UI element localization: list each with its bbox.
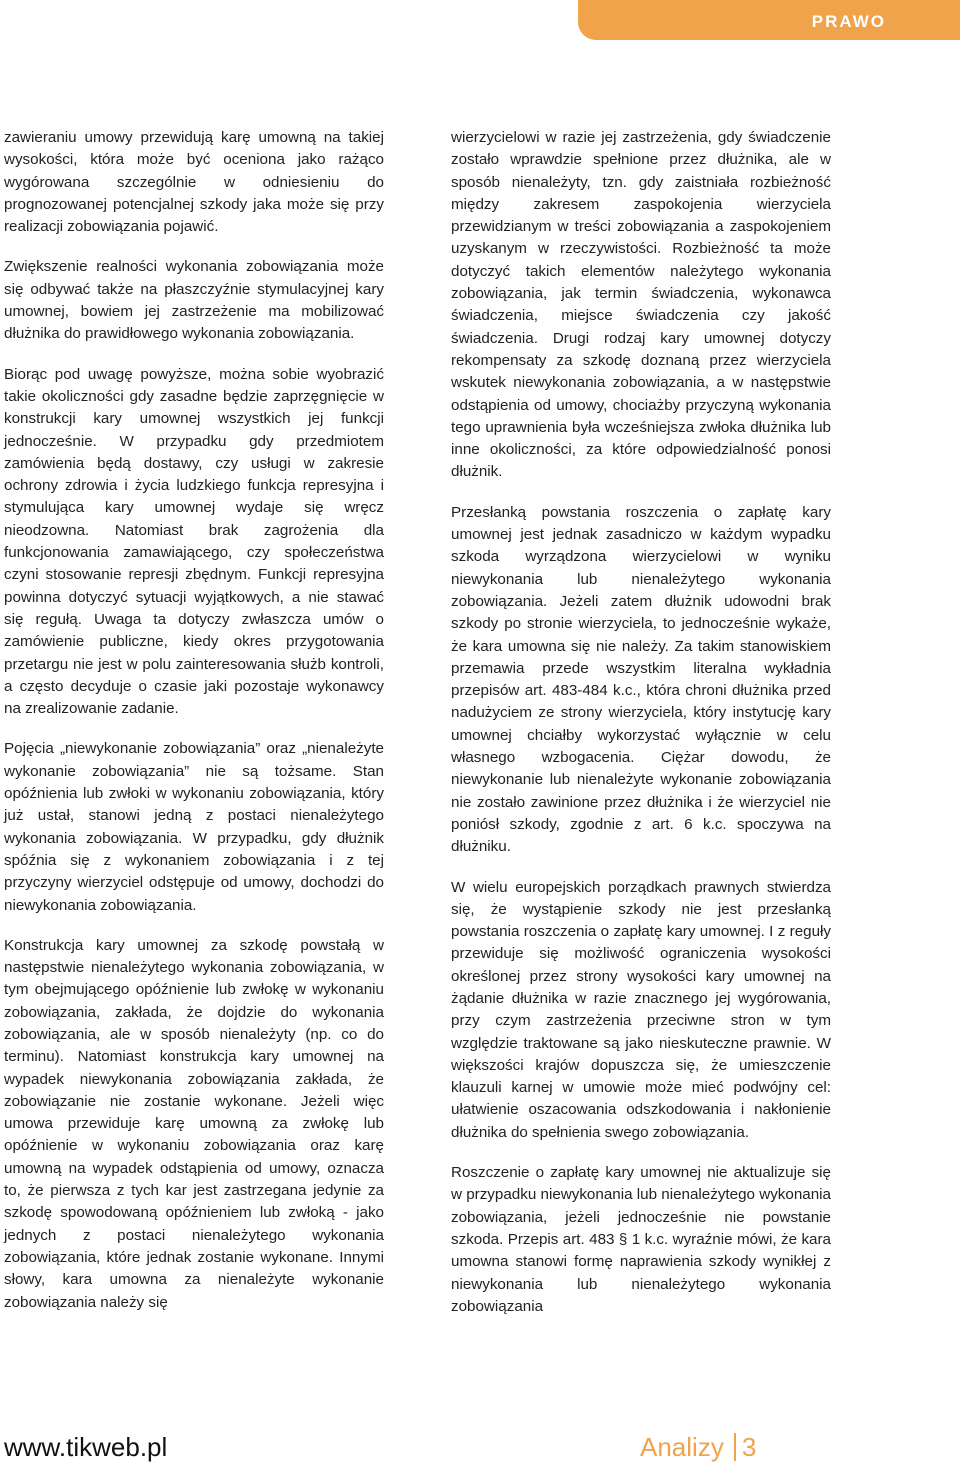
paragraph: Zwiększenie realności wykonania zobowiązania może się odbywać także na płaszczyźnie stymulacyjnej kary umownej, bowiem jej zastrzeżenie ma mobilizować dłużnika do prawidłowego wykonania zobowiązania. [4, 258, 384, 343]
section-tab-label: PRAWO [811, 12, 886, 31]
paragraph: zawieraniu umowy przewidują karę umowną na takiej wysokości, która może być oceniona jako rażąco wygórowana szczególnie w odniesieniu do prognozowanej potencjalnej szkody jaka może się przy realizacji zobowiązania pojawić. [4, 129, 384, 236]
paragraph: Biorąc pod uwagę powyższe, można sobie wyobrazić takie okoliczności gdy zasadne będzie zaprzęgnięcie w konstrukcji kary umownej wszystkich jej funkcji jednocześnie. W przypadku gdy przedmiotem zamówienia będą dostawy, czy usługi w zakresie ochrony zdrowia i życia ludzkiego funkcja represyjna i stymulująca kary umownej wydaje się wręcz nieodzowna. Natomiast brak zagrożenia dla funkcjonowania zamawiającego, czy społeczeństwa czyni stosowanie represji zbędnym. Funkcji represyjna powinna dotyczyć sytuacji wyjątkowych, a nie stawać się regułą. Uwaga ta dotyczy zwłaszcza umów o zamówienie publiczne, kiedy okres przygotowania przetargu nie jest w polu zainteresowania służb kontroli, a często decyduje o czasie jaki pozostaje wykonawcy na zrealizowanie zadanie. [4, 365, 384, 718]
footer-section-label: Analizy [640, 1432, 724, 1462]
paragraph: Konstrukcja kary umownej za szkodę powstałą w następstwie nienależytego wykonania zobowiązania, w tym obejmującego opóźnienie lub zwłokę w wykonaniu zobowiązania, zakłada, że dojdzie do wykonania zobowiązania, ale w sposób nienależyty (np. co do terminu). Natomiast konstrukcja kary umownej na wypadek niewykonania zobowiązania zakłada, że zobowiązanie nie zostanie wykonane. Jeżeli więc umowa przewiduje karę umowną za zwłokę lub opóźnienie w wykonaniu zobowiązania oraz karę umowną na wypadek odstąpienia od umowy, oznacza to, że pierwsza z tych kar jest zastrzegana jedynie za szkodę spowodowaną opóźnieniem lub zwłoką - jako jednych z postaci nienależytego wykonania zobowiązania, które jednak zostanie wykonane. Innymi słowy, kara umowna za nienależyte wykonanie zobowiązania należy się [4, 936, 384, 1311]
footer-website[interactable]: www.tikweb.pl [4, 1432, 168, 1462]
footer-section [640, 1432, 756, 1463]
paragraph: W wielu europejskich porządkach prawnych stwierdza się, że wystąpienie szkody nie jest przesłanką powstania roszczenia o zapłatę kary umownej. I z reguły przewiduje się możliwość ograniczenia wysokości określonej przez strony wysokości kary umownej na żądanie dłużnika w razie znacznego jej wygórowania, przy czym zastrzeżenia przeciwne stron w tym względzie traktowane są jako nieskuteczne prawnie. W większości krajów dopuszcza się, że umieszczenie klauzuli karnej w umowie może mieć podwójny cel: ułatwienie oszacowania odszkodowania i nakłonienie dłużnika do spełnienia swego zobowiązania. [451, 878, 831, 1141]
paragraph: Roszczenie o zapłatę kary umownej nie aktualizuje się w przypadku niewykonania lub nienależytego wykonania zobowiązania, jeżeli jednocześnie nie powstanie szkoda. Przepis art. 483 § 1 k.c. wyraźnie mówi, że kara umowna stanowi formę naprawienia szkody wynikłej z niewykonania lub nienależytego wykonania zobowiązania [451, 1164, 831, 1315]
paragraph: Przesłanką powstania roszczenia o zapłatę kary umownej jest jednak zasadniczo w każdym wypadku szkoda wyrządzona wierzycielowi w wyniku niewykonania lub nienależytego wykonania zobowiązania. Jeżeli zatem dłużnik udowodni brak szkody po stronie wierzyciela, to jednocześnie wykaże, że kara umowna się nie należy. Za takim stanowiskiem przemawia przede wszystkim literalna wykładnia przepisów art. 483-484 k.c., która chroni dłużnika przed nadużyciem ze strony wierzyciela, który instytucję kary umownej chciałby wykorzystać wyłącznie w celu własnego wzbogacenia. Ciężar dowodu, że niewykonanie lub nienależyte wykonanie zobowiązania nie zostało zawinione przez dłużnika i że wierzyciel nie poniósł szkody, zgodnie z art. 6 k.c. spoczywa na dłużniku. [451, 503, 831, 856]
left-column [4, 127, 384, 1332]
paragraph: wierzycielowi w razie jej zastrzeżenia, gdy świadczenie zostało wprawdzie spełnione przez dłużnika, ale w sposób nienależyty, tzn. gdy zaistniała rozbieżność między zakresem zaspokojenia wierzyciela przewidzianym w treści zobowiązania a zaspokojeniem uzyskanym w rzeczywistości. Rozbieżność ta może dotyczyć takich elementów należytego wykonania zobowiązania, jak termin świadczenia, wykonawca świadczenia, miejsce świadczenia czy jakość świadczenia. Drugi rodzaj kary umownej dotyczy rekompensaty za szkodę doznaną przez wierzyciela wskutek niewykonania zobowiązania, a w następstwie odstąpienia od umowy, chociażby przyczyną wykonania tego uprawnienia była wcześniejsza zwłoka dłużnika lub inne okoliczności, za które odpowiedzialność ponosi dłużnik. [451, 129, 831, 481]
page-number: 3 [741, 1432, 757, 1462]
right-column [451, 127, 831, 1336]
paragraph: Pojęcia „niewykonanie zobowiązania” oraz „nienależyte wykonanie zobowiązania” nie są tożsame. Stan opóźnienia lub zwłoki w wykonaniu zobowiązania, który już ustał, stanowi jedną z postaci nienależytego wykonania zobowiązania. W przypadku, gdy dłużnik spóźnia się z wykonaniem zobowiązania i z tej przyczyny wierzyciel odstępuje od umowy, dochodzi do niewykonania zobowiązania. [4, 740, 384, 914]
footer-divider [734, 1433, 736, 1461]
section-tab [578, 0, 960, 40]
